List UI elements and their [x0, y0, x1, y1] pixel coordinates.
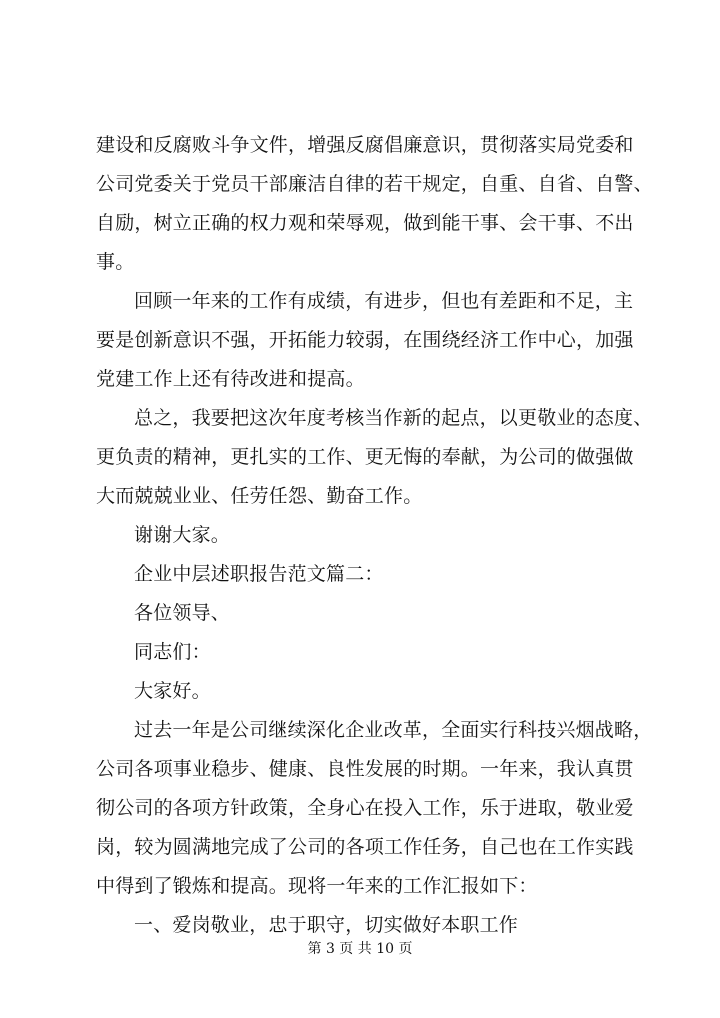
text-line: 过去一年是公司继续深化企业改革，全面实行科技兴烟战略， [134, 719, 653, 741]
text-line: 一、爱岗敬业，忠于职守，切实做好本职工作 [134, 914, 519, 936]
text-line: 公司党委关于党员干部廉洁自律的若干规定，自重、自省、自警、 [96, 173, 653, 195]
text-line: 更负责的精神，更扎实的工作、更无悔的奉献，为公司的做强做 [96, 446, 634, 468]
text-line: 彻公司的各项方针政策，全身心在投入工作，乐于进取，敬业爱 [96, 797, 634, 819]
text-line: 大家好。 [134, 680, 211, 702]
text-line: 自励，树立正确的权力观和荣辱观，做到能干事、会干事、不出 [96, 212, 634, 234]
text-line: 要是创新意识不强，开拓能力较弱，在围绕经济工作中心，加强 [96, 329, 634, 351]
text-line: 党建工作上还有待改进和提高。 [96, 368, 365, 390]
text-line: 大而兢兢业业、任劳任怨、勤奋工作。 [96, 485, 423, 507]
text-line: 回顾一年来的工作有成绩，有进步，但也有差距和不足，主 [134, 290, 634, 312]
text-line: 总之，我要把这次年度考核当作新的起点，以更敬业的态度、 [134, 407, 653, 429]
text-line: 同志们： [134, 641, 211, 663]
text-line: 各位领导、 [134, 602, 231, 624]
document-body [96, 126, 653, 945]
text-line: 企业中层述职报告范文篇二： [134, 563, 384, 585]
text-line: 公司各项事业稳步、健康、良性发展的时期。一年来，我认真贯 [96, 758, 634, 780]
text-line: 岗，较为圆满地完成了公司的各项工作任务，自己也在工作实践 [96, 836, 634, 858]
text-line: 谢谢大家。 [134, 524, 231, 546]
text-line: 中得到了锻炼和提高。现将一年来的工作汇报如下： [96, 875, 538, 897]
text-line: 事。 [96, 251, 135, 273]
text-line: 建设和反腐败斗争文件，增强反腐倡廉意识，贯彻落实局党委和 [96, 134, 634, 156]
page-footer: 第 3 页 共 10 页 [307, 941, 413, 957]
